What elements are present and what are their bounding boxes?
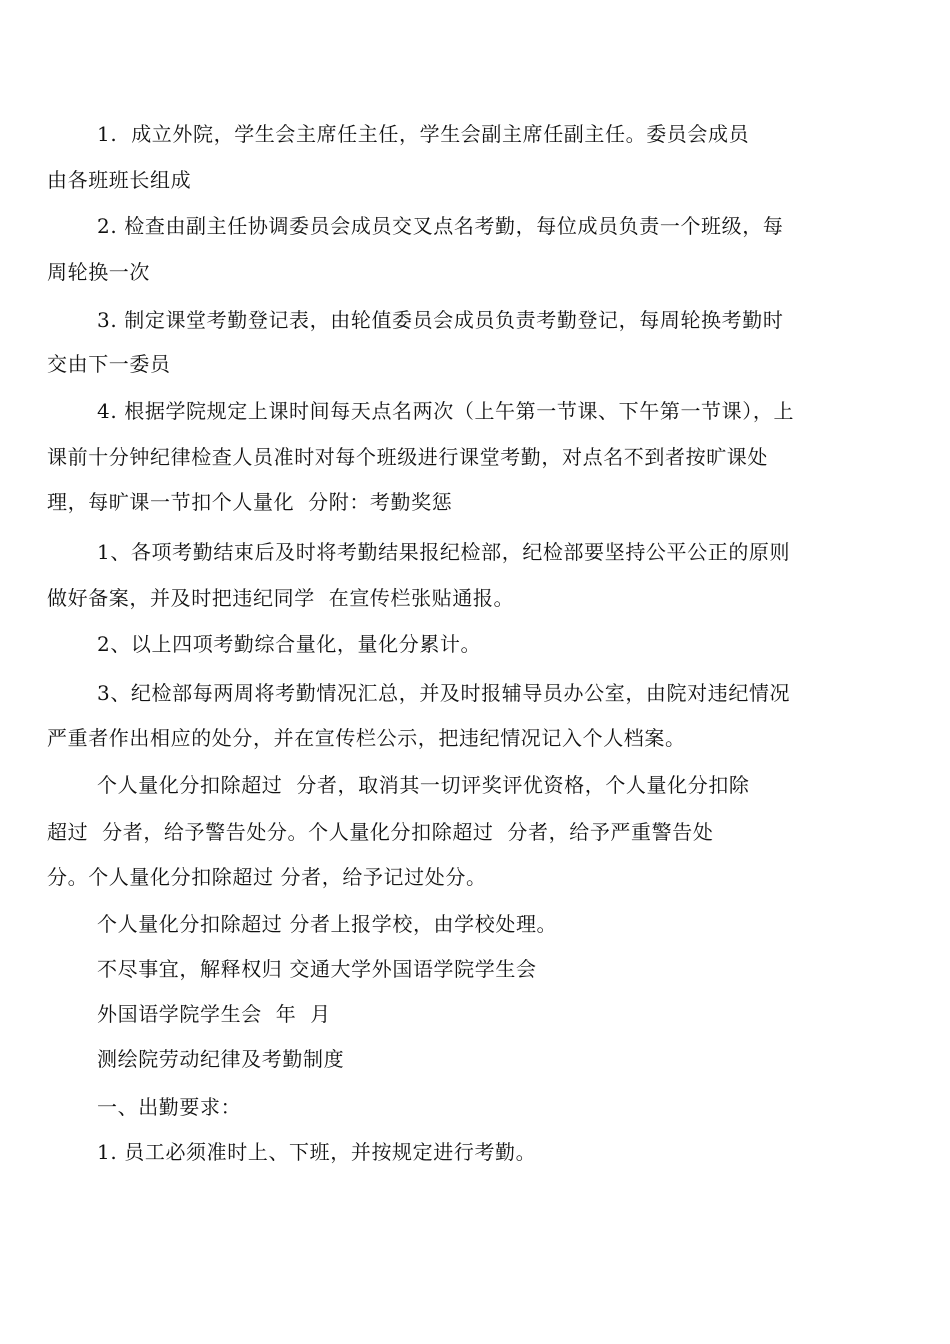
paragraph-7-line-1: 3、纪检部每两周将考勤情况汇总，并及时报辅导员办公室，由院对违纪情况 [97,681,791,705]
paragraph-7-line-2: 严重者作出相应的处分，并在宣传栏公示，把违纪情况记入个人档案。 [47,726,686,750]
paragraph-11-line-1: 外国语学院学生会 年 月 [97,1002,331,1026]
paragraph-8-line-1: 个人量化分扣除超过 分者，取消其一切评奖评优资格，个人量化分扣除 [97,773,750,797]
paragraph-3-line-2: 交由下一委员 [47,352,171,376]
paragraph-5-line-2: 做好备案，并及时把违纪同学 在宣传栏张贴通报。 [47,586,515,610]
paragraph-2-line-1: 2. 检查由副主任协调委员会成员交叉点名考勤，每位成员负责一个班级，每 [97,214,784,238]
paragraph-1-line-1: 1. 成立外院，学生会主席任主任，学生会副主席任副主任。委员会成员 [97,122,750,146]
paragraph-1-line-2: 由各班班长组成 [47,168,192,192]
paragraph-6-line-1: 2、以上四项考勤综合量化，量化分累计。 [97,632,482,656]
section-title: 测绘院劳动纪律及考勤制度 [97,1047,345,1071]
paragraph-8-line-2: 超过 分者，给予警告处分。个人量化分扣除超过 分者，给予严重警告处 [47,820,714,844]
paragraph-4-line-2: 课前十分钟纪律检查人员准时对每个班级进行课堂考勤，对点名不到者按旷课处 [47,445,768,469]
section-heading-attendance: 一、出勤要求： [97,1095,242,1119]
paragraph-3-line-1: 3. 制定课堂考勤登记表，由轮值委员会成员负责考勤登记，每周轮换考勤时 [97,308,784,332]
paragraph-4-line-1: 4. 根据学院规定上课时间每天点名两次（上午第一节课、下午第一节课），上 [97,399,795,423]
paragraph-4-line-3: 理，每旷课一节扣个人量化 分附：考勤奖惩 [47,490,453,514]
paragraph-9-line-1: 个人量化分扣除超过 分者上报学校，由学校处理。 [97,912,558,936]
paragraph-2-line-2: 周轮换一次 [47,260,150,284]
paragraph-10-line-1: 不尽事宜，解释权归 交通大学外国语学院学生会 [97,957,537,981]
paragraph-8-line-3: 分。个人量化分扣除超过 分者，给予记过处分。 [47,865,487,889]
paragraph-5-line-1: 1、各项考勤结束后及时将考勤结果报纪检部，纪检部要坚持公平公正的原则 [97,540,791,564]
paragraph-14-line-1: 1. 员工必须准时上、下班，并按规定进行考勤。 [97,1140,537,1164]
